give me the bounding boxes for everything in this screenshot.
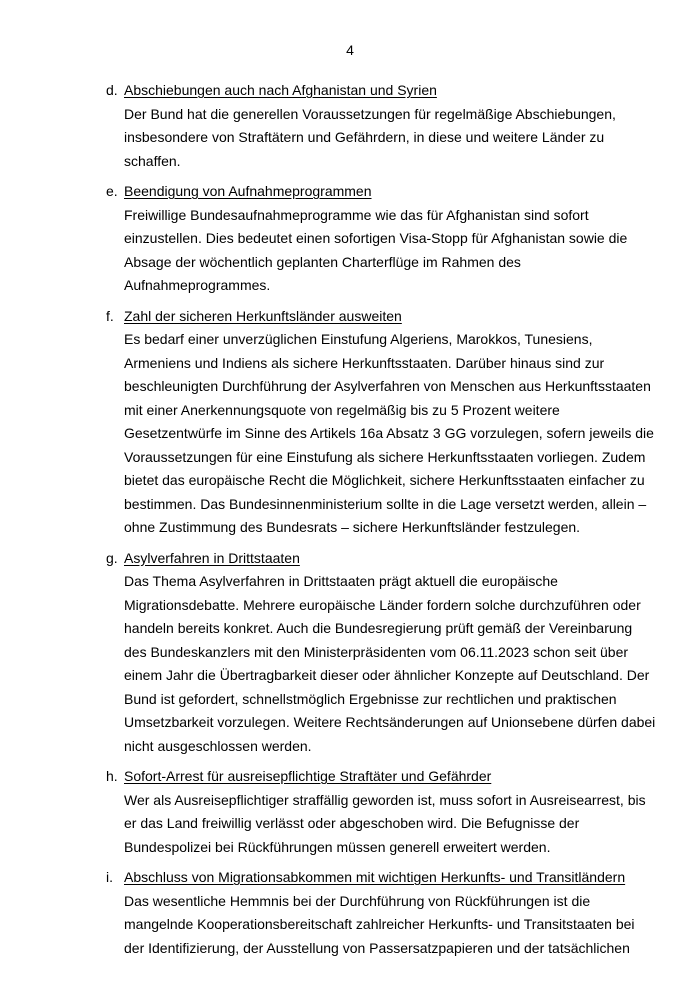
paragraph-line: mangelnde Kooperationsbereitschaft zahlreicher Herkunfts- und Transitstaaten bei <box>124 916 635 932</box>
section-d <box>106 79 636 173</box>
paragraph-line: ohne Zustimmung des Bundesrats – sichere Herkunftsländer festzulegen. <box>124 519 581 535</box>
section-heading: Asylverfahren in Drittstaaten <box>124 549 300 566</box>
paragraph-line: der Identifizierung, der Ausstellung von Passersatzpapieren und der tatsächlichen <box>124 939 630 956</box>
paragraph-line: des Bundeskanzlers mit den Ministerpräsidenten vom 06.11.2023 schon seit über <box>124 643 629 660</box>
paragraph-line: beschleunigten Durchführung der Asylverfahren von Menschen aus Herkunftsstaaten <box>124 378 651 394</box>
paragraph-line: Gesetzentwürfe im Sinne des Artikels 16a Absatz 3 GG vorzulegen, sofern jeweils die <box>124 425 654 441</box>
section-marker: g. <box>106 549 118 566</box>
paragraph-line: insbesondere von Straftätern und Gefährdern, in diese und weitere Länder zu <box>124 129 605 145</box>
paragraph-line: Das wesentliche Hemmnis bei der Durchführung von Rückführungen ist die <box>124 892 591 909</box>
section-heading: Abschluss von Migrationsabkommen mit wichtigen Herkunfts- und Transitländern <box>124 869 626 885</box>
section-heading: Zahl der sicheren Herkunftsländer ausweiten <box>124 307 402 324</box>
paragraph-line: Der Bund hat die generellen Voraussetzungen für regelmäßige Abschiebungen, <box>124 105 616 122</box>
paragraph-line: bestimmen. Das Bundesinnenministerium sollte in die Lage versetzt werden, allein – <box>124 495 647 512</box>
paragraph-line: er das Land freiwillig verlässt oder abgeschoben wird. Die Befugnisse der <box>124 815 580 831</box>
section-marker: f. <box>106 307 114 324</box>
section-e <box>106 180 636 298</box>
paragraph-line: Aufnahmeprogrammes. <box>124 277 271 293</box>
paragraph-line: einem Jahr die Übertragbarkeit dieser oder ähnlicher Konzepte auf Deutschland. Der <box>124 667 650 683</box>
section-marker: e. <box>106 183 118 199</box>
paragraph-line: bietet das europäische Recht die Möglichkeit, sichere Herkunftsstaaten einfacher zu <box>124 472 645 488</box>
section-i <box>106 866 636 960</box>
paragraph-line: Das Thema Asylverfahren in Drittstaaten prägt aktuell die europäische <box>124 573 558 589</box>
page-number: 4 <box>346 42 354 58</box>
paragraph-line: Bundespolizei bei Rückführungen müssen generell erweitert werden. <box>124 838 551 855</box>
document-body <box>106 79 656 967</box>
paragraph-line: Es bedarf einer unverzüglichen Einstufung Algeriens, Marokkos, Tunesiens, <box>124 331 593 347</box>
section-marker: i. <box>106 869 113 885</box>
paragraph-line: nicht ausgeschlossen werden. <box>124 737 312 754</box>
paragraph-line: Umsetzbarkeit vorzulegen. Weitere Rechtsänderungen auf Unionsebene dürfen dabei <box>124 714 656 730</box>
paragraph-line: mit einer Anerkennungsquote von regelmäßig bis zu 5 Prozent weitere <box>124 401 560 418</box>
paragraph-line: Wer als Ausreisepflichtiger straffällig geworden ist, muss sofort in Ausreisearrest, bis <box>124 791 646 808</box>
section-heading: Sofort-Arrest für ausreisepflichtige Straftäter und Gefährder <box>124 768 492 784</box>
paragraph-line: Voraussetzungen für eine Einstufung als sichere Herkunftsstaaten vorliegen. Zudem <box>124 448 646 465</box>
section-heading: Beendigung von Aufnahmeprogrammen <box>124 183 372 199</box>
paragraph-line: Bund ist gefordert, schnellstmöglich Ergebnisse zur rechtlichen und praktischen <box>124 690 617 707</box>
section-marker: d. <box>106 82 118 98</box>
paragraph-line: Freiwillige Bundesaufnahmeprogramme wie das für Afghanistan sind sofort <box>124 206 589 223</box>
section-g <box>106 547 656 759</box>
section-f <box>106 305 654 540</box>
paragraph-line: einzustellen. Dies bedeutet einen sofortigen Visa-Stopp für Afghanistan sowie die <box>124 230 628 246</box>
section-heading: Abschiebungen auch nach Afghanistan und Syrien <box>124 82 437 98</box>
paragraph-line: handeln bereits konkret. Auch die Bundesregierung prüft gemäß der Vereinbarung <box>124 620 633 636</box>
paragraph-line: schaffen. <box>124 152 181 169</box>
paragraph-line: Absage der wöchentlich geplanten Charterflüge im Rahmen des <box>124 253 521 270</box>
section-marker: h. <box>106 768 118 784</box>
paragraph-line: Armeniens und Indiens als sichere Herkunftsstaaten. Darüber hinaus sind zur <box>124 354 605 371</box>
paragraph-line: Migrationsdebatte. Mehrere europäische Länder fordern solche durchzuführen oder <box>124 596 641 613</box>
section-h <box>106 765 646 859</box>
